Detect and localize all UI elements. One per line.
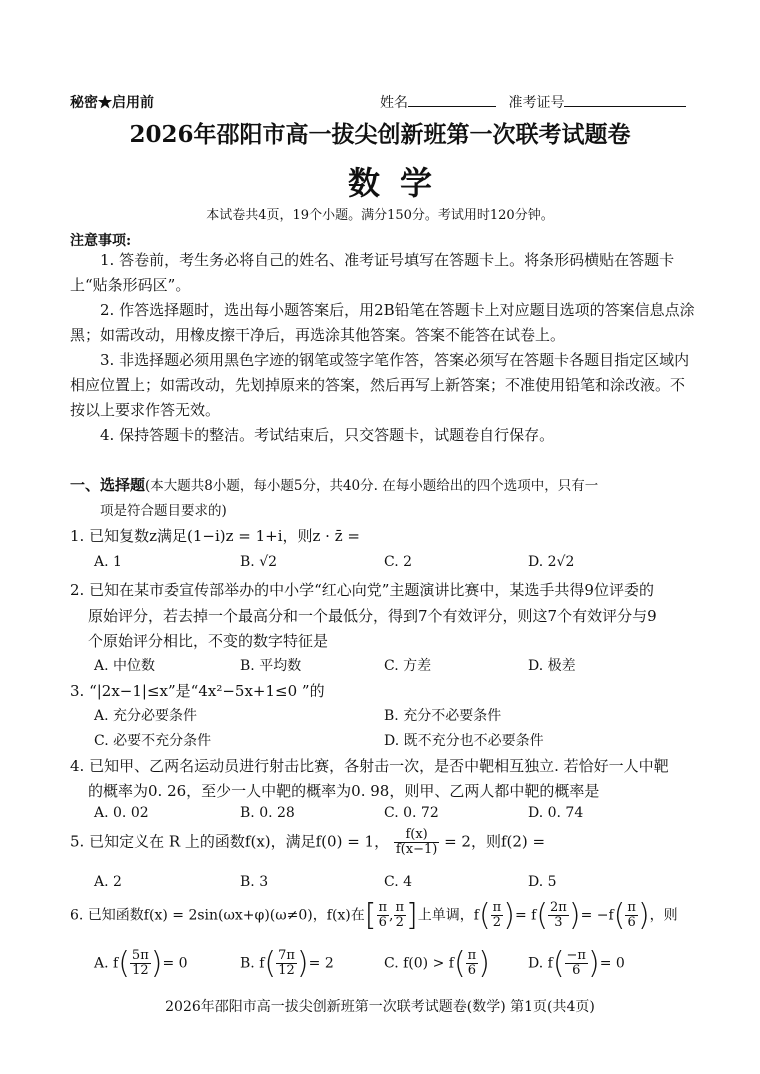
q1-option-a: A. 1 <box>94 554 122 570</box>
subject-title: 数学 <box>347 164 452 202</box>
q1-option-b: B. √2 <box>240 554 278 570</box>
note-item: 3. 非选择题必须用黑色字迹的钢笔或签字笔作答，答案必须写在答题卡各题目指定区域内相应位置上；如需改动，先划掉原来的答案，然后再写上新答案；不准使用铅笔和涂改液。不按以上要求作答无效。 <box>70 351 690 419</box>
page-footer: 2026年邵阳市高一拔尖创新班第一次联考试题卷(数学) 第1页(共4页) <box>165 999 595 1015</box>
q6-option-a: A. f( $\frac{5\pi}{12}$ )= 0 <box>94 946 188 981</box>
exam-id-blank <box>564 92 686 107</box>
section-heading-cont: 项是符合题目要求的) <box>100 503 227 519</box>
q2-option-c: C. 方差 <box>384 658 432 674</box>
q4-option-d: D. 0. 74 <box>528 805 584 821</box>
name-blank <box>408 92 496 107</box>
exam-title: 2026年邵阳市高一拔尖创新班第一次联考试题卷 <box>129 121 631 148</box>
q6-option-d: D. f( $\frac{-\pi}{6}$ )= 0 <box>528 946 625 981</box>
q3-option-a: A. 充分必要条件 <box>94 708 198 724</box>
q6-option-c: C. f(0) > f( $\frac{\pi}{6}$ ) <box>384 946 490 981</box>
question-4-line: 的概率为0. 26，至少一人中靶的概率为0. 98，则甲、乙两人都中靶的概率是 <box>88 782 600 800</box>
q6-option-b: B. f( $\frac{7\pi}{12}$ )= 2 <box>240 946 334 981</box>
question-2-line: 原始评分，若去掉一个最高分和一个最低分，得到7个有效评分，则这7个有效评分与9 <box>88 607 657 625</box>
q5-option-a: A. 2 <box>94 874 122 890</box>
q2-option-a: A. 中位数 <box>94 658 156 674</box>
question-1-stem: 1. 已知复数z满足(1−i)z = 1+i，则z · z̄ = <box>70 527 360 545</box>
question-2-line: 2. 已知在某市委宣传部举办的中小学“红心向党”主题演讲比赛中，某选手共得9位评委的 <box>70 581 654 599</box>
note-item: 1. 答卷前，考生务必将自己的姓名、准考证号填写在答题卡上。将条形码横贴在答题卡上“贴条形码区”。 <box>70 251 675 294</box>
note-item: 4. 保持答题卡的整洁。考试结束后，只交答题卡，试题卷自行保存。 <box>100 426 555 444</box>
name-label: 姓名 <box>380 95 408 111</box>
q3-option-d: D. 既不充分也不必要条件 <box>384 733 544 749</box>
question-3-stem: 3. “|2x−1|≤x”是“4x²−5x+1≤0 ”的 <box>70 682 325 700</box>
exam-id-label: 准考证号 <box>508 95 565 111</box>
question-4-line: 4. 已知甲、乙两名运动员进行射击比赛，各射击一次，是否中靶相互独立. 若恰好一人中靶 <box>70 757 669 775</box>
q5-option-b: B. 3 <box>240 874 269 890</box>
q5-option-d: D. 5 <box>528 874 557 890</box>
q1-option-d: D. 2√2 <box>528 554 575 570</box>
question-5-stem: 5. 已知定义在 R 上的函数f(x)，满足f(0) = 1， $\frac{f(x)}{f(x-1)}$ = 2，则f(2) = <box>70 827 546 857</box>
exam-description: 本试卷共4页，19个小题。满分150分。考试用时120分钟。 <box>206 208 554 223</box>
name-field <box>380 92 686 112</box>
confidential-label: 秘密★启用前 <box>70 95 154 111</box>
question-2-line: 个原始评分相比，不变的数字特征是 <box>88 632 329 650</box>
q1-option-c: C. 2 <box>384 554 413 570</box>
q3-option-c: C. 必要不充分条件 <box>94 733 212 749</box>
q2-option-d: D. 极差 <box>528 658 576 674</box>
q4-option-a: A. 0. 02 <box>94 805 149 821</box>
q5-fraction: $\frac{f(x)}{f(x-1)}$ <box>395 827 438 857</box>
q5-option-c: C. 4 <box>384 874 413 890</box>
q2-option-b: B. 平均数 <box>240 658 302 674</box>
notes-heading: 注意事项: <box>70 233 132 249</box>
q3-option-b: B. 充分不必要条件 <box>384 708 502 724</box>
q4-option-b: B. 0. 28 <box>240 805 295 821</box>
q4-option-c: C. 0. 72 <box>384 805 439 821</box>
note-item: 2. 作答选择题时，选出每小题答案后，用2B铅笔在答题卡上对应题目选项的答案信息点涂黑；如需改动，用橡皮擦干净后，再选涂其他答案。答案不能答在试卷上。 <box>70 301 695 344</box>
section-heading: 一、选择题(本大题共8小题，每小题5分，共40分. 在每小题给出的四个选项中，只有一 <box>70 476 599 494</box>
question-6-stem: 6. 已知函数f(x) = 2sin(ωx+φ)(ω≠0)，f(x)在[ $\frac{\pi}{6}$ , $\frac{\pi}{2}$ ]上单调，f( $\frac{\pi}{2}$ )= f( $\frac{2\pi}{3}$ )= −f( $\frac{\pi}{6}$ )，则 <box>70 898 678 933</box>
